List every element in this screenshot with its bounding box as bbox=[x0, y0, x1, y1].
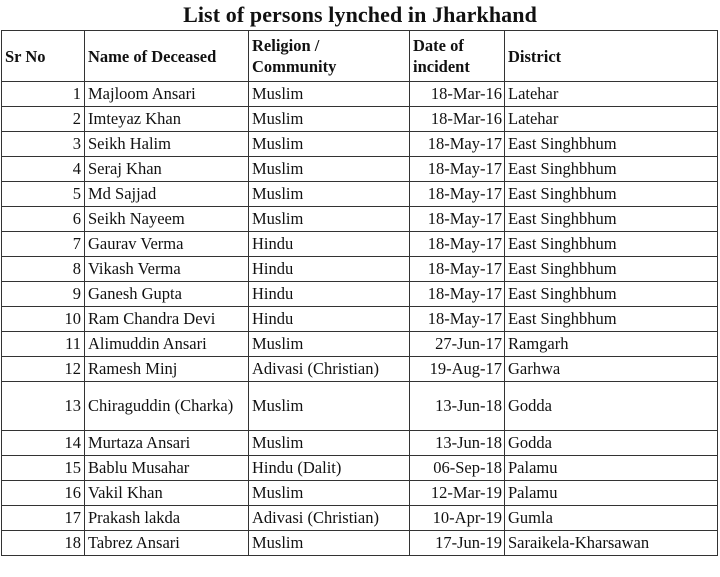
cell-sr: 3 bbox=[2, 132, 85, 157]
cell-religion: Muslim bbox=[249, 157, 410, 182]
table-row bbox=[2, 132, 718, 157]
header-date bbox=[410, 31, 505, 82]
cell-date: 27-Jun-17 bbox=[410, 332, 505, 357]
table-row bbox=[2, 531, 718, 556]
cell-sr: 10 bbox=[2, 307, 85, 332]
cell-date: 10-Apr-19 bbox=[410, 506, 505, 531]
cell-name: Seraj Khan bbox=[85, 157, 249, 182]
table-row bbox=[2, 481, 718, 506]
table-row bbox=[2, 207, 718, 232]
cell-religion: Hindu bbox=[249, 307, 410, 332]
cell-name: Chiraguddin (Charka) bbox=[85, 382, 249, 431]
cell-date: 18-May-17 bbox=[410, 157, 505, 182]
table-row bbox=[2, 332, 718, 357]
table-row bbox=[2, 257, 718, 282]
page-title: List of persons lynched in Jharkhand bbox=[183, 2, 537, 27]
cell-date: 18-May-17 bbox=[410, 207, 505, 232]
cell-district: Godda bbox=[505, 382, 718, 431]
cell-name: Murtaza Ansari bbox=[85, 431, 249, 456]
cell-district: East Singhbhum bbox=[505, 182, 718, 207]
cell-date: 13-Jun-18 bbox=[410, 382, 505, 431]
table-row bbox=[2, 282, 718, 307]
cell-religion: Muslim bbox=[249, 207, 410, 232]
table-row bbox=[2, 232, 718, 257]
cell-district: Gumla bbox=[505, 506, 718, 531]
header-religion bbox=[249, 31, 410, 82]
cell-name: Ram Chandra Devi bbox=[85, 307, 249, 332]
cell-district: East Singhbhum bbox=[505, 307, 718, 332]
cell-date: 18-May-17 bbox=[410, 307, 505, 332]
cell-religion: Muslim bbox=[249, 382, 410, 431]
cell-district: Palamu bbox=[505, 481, 718, 506]
cell-district: Ramgarh bbox=[505, 332, 718, 357]
cell-name: Imteyaz Khan bbox=[85, 107, 249, 132]
cell-sr: 5 bbox=[2, 182, 85, 207]
cell-religion: Hindu bbox=[249, 257, 410, 282]
cell-sr: 1 bbox=[2, 82, 85, 107]
cell-religion: Muslim bbox=[249, 332, 410, 357]
cell-religion: Muslim bbox=[249, 82, 410, 107]
cell-sr: 14 bbox=[2, 431, 85, 456]
cell-name: Bablu Musahar bbox=[85, 456, 249, 481]
cell-sr: 13 bbox=[2, 382, 85, 431]
cell-date: 18-May-17 bbox=[410, 132, 505, 157]
cell-date: 13-Jun-18 bbox=[410, 431, 505, 456]
cell-date: 06-Sep-18 bbox=[410, 456, 505, 481]
cell-sr: 15 bbox=[2, 456, 85, 481]
cell-sr: 4 bbox=[2, 157, 85, 182]
cell-religion: Muslim bbox=[249, 182, 410, 207]
cell-name: Vakil Khan bbox=[85, 481, 249, 506]
cell-religion: Hindu bbox=[249, 232, 410, 257]
cell-date: 19-Aug-17 bbox=[410, 357, 505, 382]
cell-district: Godda bbox=[505, 431, 718, 456]
cell-date: 17-Jun-19 bbox=[410, 531, 505, 556]
table-row bbox=[2, 431, 718, 456]
cell-sr: 7 bbox=[2, 232, 85, 257]
cell-name: Ganesh Gupta bbox=[85, 282, 249, 307]
cell-name: Ramesh Minj bbox=[85, 357, 249, 382]
table-header-row bbox=[2, 31, 718, 82]
table-row bbox=[2, 382, 718, 431]
cell-date: 18-May-17 bbox=[410, 282, 505, 307]
cell-sr: 18 bbox=[2, 531, 85, 556]
cell-date: 18-Mar-16 bbox=[410, 107, 505, 132]
cell-name: Alimuddin Ansari bbox=[85, 332, 249, 357]
cell-name: Majloom Ansari bbox=[85, 82, 249, 107]
header-date-line1: Date of bbox=[413, 36, 464, 55]
header-religion-line1: Religion / bbox=[252, 36, 320, 55]
cell-religion: Muslim bbox=[249, 107, 410, 132]
cell-district: Garhwa bbox=[505, 357, 718, 382]
header-sr-no: Sr No bbox=[2, 31, 85, 82]
cell-religion: Adivasi (Christian) bbox=[249, 506, 410, 531]
cell-religion: Muslim bbox=[249, 531, 410, 556]
cell-date: 18-May-17 bbox=[410, 257, 505, 282]
cell-religion: Muslim bbox=[249, 481, 410, 506]
cell-district: Saraikela-Kharsawan bbox=[505, 531, 718, 556]
cell-religion: Muslim bbox=[249, 132, 410, 157]
cell-religion: Hindu (Dalit) bbox=[249, 456, 410, 481]
cell-sr: 12 bbox=[2, 357, 85, 382]
cell-sr: 17 bbox=[2, 506, 85, 531]
cell-date: 12-Mar-19 bbox=[410, 481, 505, 506]
table-row bbox=[2, 506, 718, 531]
cell-name: Prakash lakda bbox=[85, 506, 249, 531]
cell-name: Tabrez Ansari bbox=[85, 531, 249, 556]
cell-district: Latehar bbox=[505, 107, 718, 132]
cell-sr: 2 bbox=[2, 107, 85, 132]
header-date-line2: incident bbox=[413, 57, 470, 76]
cell-district: East Singhbhum bbox=[505, 282, 718, 307]
header-name: Name of Deceased bbox=[85, 31, 249, 82]
table-row bbox=[2, 307, 718, 332]
cell-name: Gaurav Verma bbox=[85, 232, 249, 257]
cell-religion: Adivasi (Christian) bbox=[249, 357, 410, 382]
cell-sr: 11 bbox=[2, 332, 85, 357]
cell-religion: Muslim bbox=[249, 431, 410, 456]
cell-district: East Singhbhum bbox=[505, 257, 718, 282]
cell-district: Palamu bbox=[505, 456, 718, 481]
cell-district: East Singhbhum bbox=[505, 132, 718, 157]
table-row bbox=[2, 182, 718, 207]
cell-name: Seikh Halim bbox=[85, 132, 249, 157]
cell-date: 18-May-17 bbox=[410, 182, 505, 207]
cell-sr: 16 bbox=[2, 481, 85, 506]
table-row bbox=[2, 82, 718, 107]
header-religion-line2: Community bbox=[252, 57, 337, 76]
cell-sr: 6 bbox=[2, 207, 85, 232]
table-row bbox=[2, 456, 718, 481]
table-row bbox=[2, 357, 718, 382]
lynching-table bbox=[1, 30, 718, 556]
cell-date: 18-May-17 bbox=[410, 232, 505, 257]
cell-name: Seikh Nayeem bbox=[85, 207, 249, 232]
cell-date: 18-Mar-16 bbox=[410, 82, 505, 107]
cell-name: Md Sajjad bbox=[85, 182, 249, 207]
cell-district: East Singhbhum bbox=[505, 207, 718, 232]
cell-sr: 9 bbox=[2, 282, 85, 307]
cell-religion: Hindu bbox=[249, 282, 410, 307]
cell-district: East Singhbhum bbox=[505, 232, 718, 257]
header-district: District bbox=[505, 31, 718, 82]
cell-sr: 8 bbox=[2, 257, 85, 282]
table-row bbox=[2, 107, 718, 132]
cell-name: Vikash Verma bbox=[85, 257, 249, 282]
cell-district: East Singhbhum bbox=[505, 157, 718, 182]
cell-district: Latehar bbox=[505, 82, 718, 107]
table-row bbox=[2, 157, 718, 182]
